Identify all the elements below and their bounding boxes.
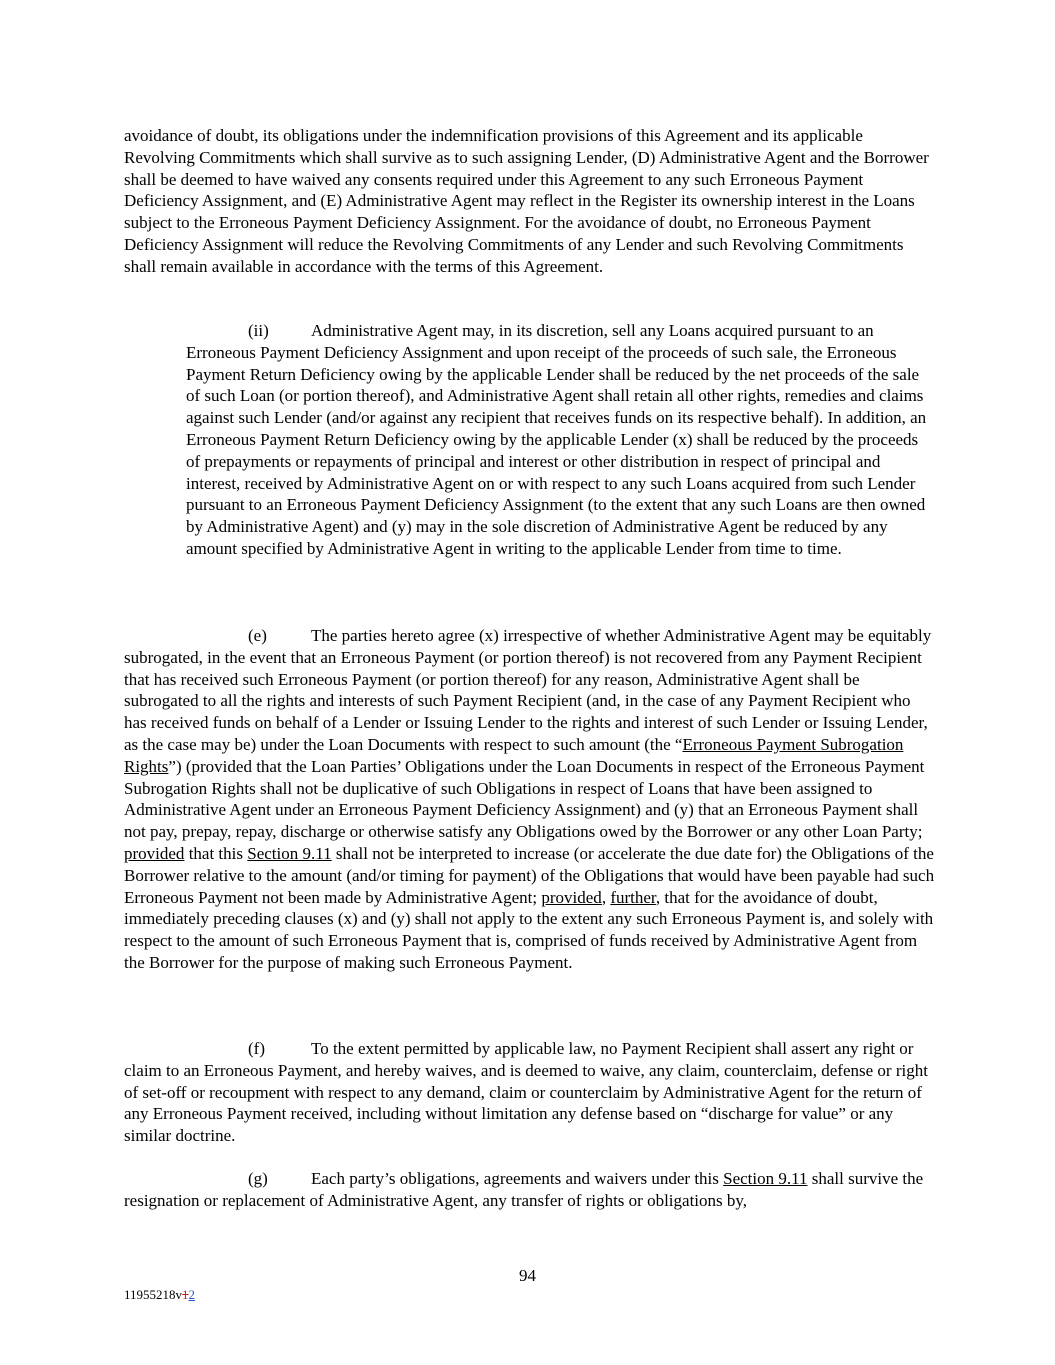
section-reference: Section 9.11: [723, 1169, 808, 1188]
document-id: 11955218v12: [124, 1287, 196, 1302]
defined-term-erroneous-payment-subrogation-rights: Erroneous Payment Subrogation Rights: [124, 734, 904, 776]
deleted-revision: 1: [182, 1287, 189, 1302]
term-provided: provided: [541, 887, 602, 907]
paragraph-d-continuation: avoidance of doubt, its obligations under the indemnification provisions of this Agreement and its applicable Revolving Commitments which shall survive as to such assigning Lender, (D) Administrative Agent and the Borrower shall be deemed to have waived any consents required under this Agreement to any such Erroneous Payment Deficiency Assignment, and (E) Administrative Agent may reflect in the Register its ownership interest in the Loans subject to the Erroneous Payment Deficiency Assignment. For the avoidance of doubt, no Erroneous Payment Deficiency Assignment will reduce the Revolving Commitments of any Lender and such Revolving Commitments shall remain available in accordance with the terms of this Agreement.: [124, 126, 929, 276]
paragraph-e: (e) The parties hereto agree (x) irrespective of whether Administrative Agent may be equitably subrogated, in the event that an Erroneous Payment (or portion thereof) is not recovered from any Payment Recipient that has received such Erroneous Payment (or portion thereof) for any reason, Administrative Agent shall be subrogated to all the rights and interests of such Payment Recipient (and, in the case of any Payment Recipient who has received funds on behalf of a Lender or Issuing Lender to the rights and interest of such Lender or Issuing Lender, as the case may be) under the Loan Documents with respect to such amount (the “Erroneous Payment Subrogation Rights”) (provided that the Loan Parties’ Obligations under the Loan Documents in respect of the Erroneous Payment Subrogation Rights shall not be duplicative of such Obligations in respect of Loans that have been assigned to Administrative Agent under an Erroneous Payment Deficiency Assignment) and (y) that an Erroneous Payment shall not pay, prepay, repay, discharge or otherwise satisfy any Obligations owed by the Borrower or any other Loan Party; provided that this Section 9.11 shall not be interpreted to increase (or accelerate the due date for) the Obligations of the Borrower relative to the amount (and/or timing for payment) of the Obligations that would have been payable had such Erroneous Payment not been made by Administrative Agent; provided, further, that for the avoidance of doubt, immediately preceding clauses (x) and (y) shall not apply to the extent any such Erroneous Payment is, and solely with respect to the amount of such Erroneous Payment that is, comprised of funds received by Administrative Agent from the Borrower for the purpose of making such Erroneous Payment.: [124, 626, 935, 972]
paragraph-ii: (ii) Administrative Agent may, in its discretion, sell any Loans acquired pursuant to an Erroneous Payment Deficiency Assignment and upon receipt of the proceeds of such sale, the Erroneous Payment Return Deficiency owing by the applicable Lender shall be reduced by the net proceeds of the sale of such Loan (or portion thereof), and Administrative Agent shall retain all other rights, remedies and claims against such Lender (and/or against any recipient that receives funds on its respective behalf). In addition, an Erroneous Payment Return Deficiency owing by the applicable Lender (x) shall be reduced by the proceeds of prepayments or repayments of principal and interest or other distribution in respect of principal and interest, received by Administrative Agent on or with respect to any such Loans acquired from such Lender pursuant to an Erroneous Payment Deficiency Assignment (to the extent that any such Loans are then owned by Administrative Agent) and (y) may in the sole discretion of Administrative Agent be reduced by any amount specified by Administrative Agent in writing to the applicable Lender from time to time.: [186, 321, 927, 558]
term-further: further: [610, 887, 656, 907]
section-reference: Section 9.11: [247, 843, 332, 863]
paragraph-g: (g) Each party’s obligations, agreements and waivers under this Section 9.11 shall survive the resignation or replacement of Administrative Agent, any transfer of rights or obligations by,: [124, 1169, 924, 1210]
clause-label-g: (g): [248, 1169, 268, 1188]
inserted-revision: 2: [188, 1287, 196, 1302]
clause-label-f: (f): [248, 1039, 265, 1058]
term-provided: provided: [124, 843, 185, 863]
page-number: 94: [519, 1266, 536, 1285]
paragraph-f: (f) To the extent permitted by applicable law, no Payment Recipient shall assert any right or claim to an Erroneous Payment, and hereby waives, and is deemed to waive, any claim, counterclaim, defense or right of set-off or recoupment with respect to any demand, claim or counterclaim by Administrative Agent for the return of any Erroneous Payment received, including without limitation any defense based on “discharge for value” or any similar doctrine.: [124, 1039, 928, 1146]
clause-label-e: (e): [248, 626, 267, 645]
clause-label-ii: (ii): [248, 321, 269, 340]
